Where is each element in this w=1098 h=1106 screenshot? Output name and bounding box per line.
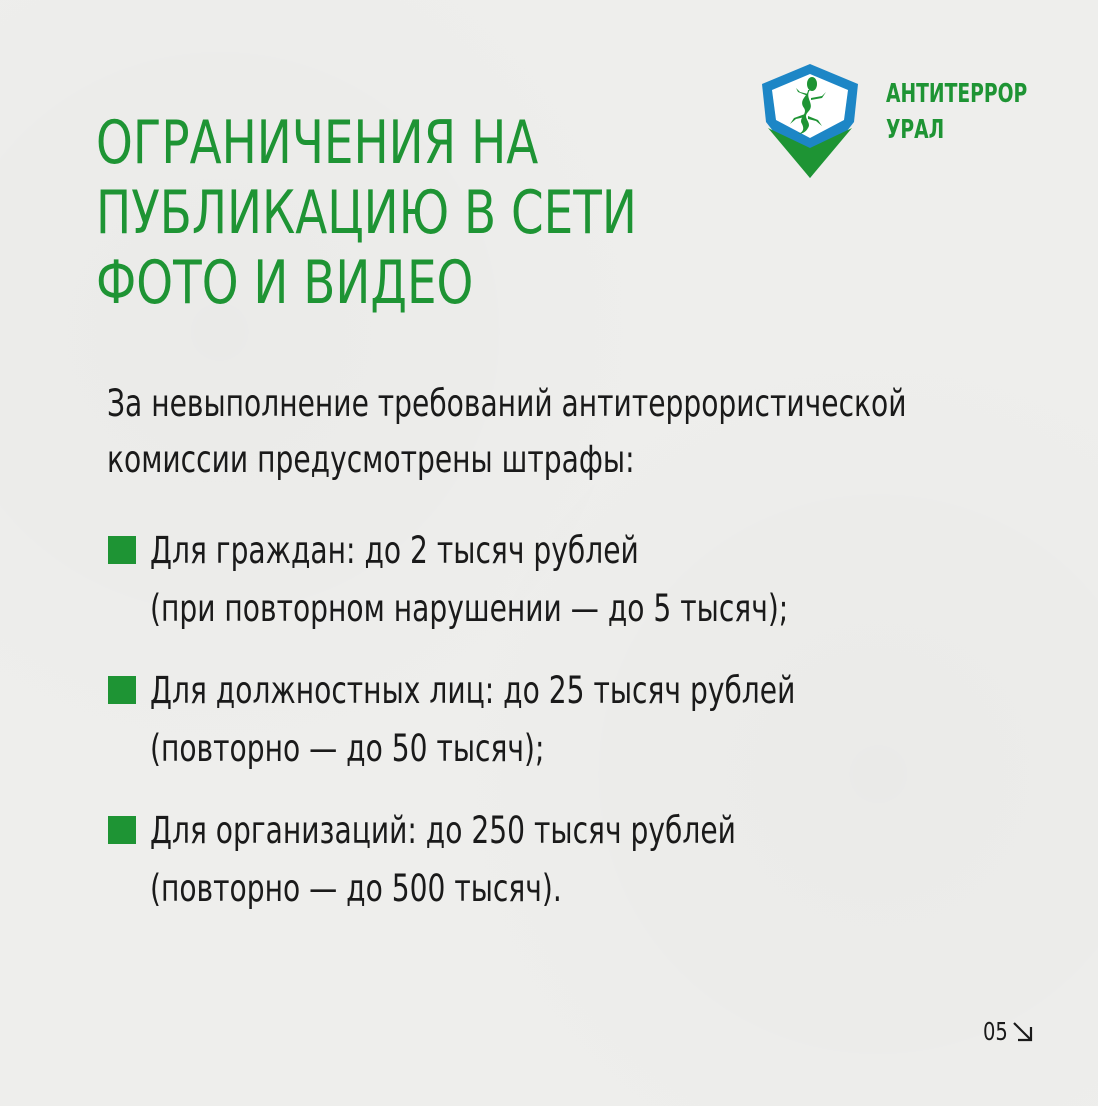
square-bullet-icon: [108, 816, 136, 844]
fine-line-2: (повторно — до 50 тысяч);: [150, 727, 545, 770]
title-line-3: ФОТО И ВИДЕО: [96, 248, 474, 318]
page-number-value: 05: [983, 1017, 1008, 1046]
page-title: [96, 108, 637, 318]
fine-line-1: Для организаций: до 250 тысяч рублей: [150, 809, 736, 852]
fine-text: [150, 522, 788, 638]
fine-line-1: Для должностных лиц: до 25 тысяч рублей: [150, 669, 796, 712]
title-line-1: ОГРАНИЧЕНИЯ НА: [96, 108, 539, 178]
logo-line-2: УРАЛ: [886, 115, 945, 145]
intro-paragraph: [107, 376, 907, 488]
page-number: [976, 1017, 1036, 1046]
fine-text: [150, 662, 795, 778]
fine-line-1: Для граждан: до 2 тысяч рублей: [150, 529, 639, 572]
brand-logo: [758, 62, 1048, 182]
intro-line-1: За невыполнение требований антитеррористической: [107, 382, 907, 425]
fine-text: [150, 802, 736, 918]
arrow-down-right-icon: [1010, 1019, 1036, 1045]
fine-line-2: (повторно — до 500 тысяч).: [150, 867, 562, 910]
square-bullet-icon: [108, 676, 136, 704]
fine-line-2: (при повторном нарушении — до 5 тысяч);: [150, 587, 789, 630]
logo-wordmark: [886, 76, 1027, 148]
title-line-2: ПУБЛИКАЦИЮ В СЕТИ: [96, 178, 637, 248]
lizard-shield-icon: [758, 62, 862, 180]
intro-line-2: комиссии предусмотрены штрафы:: [107, 438, 635, 481]
logo-line-1: АНТИТЕРРОР: [886, 79, 1028, 109]
square-bullet-icon: [108, 536, 136, 564]
